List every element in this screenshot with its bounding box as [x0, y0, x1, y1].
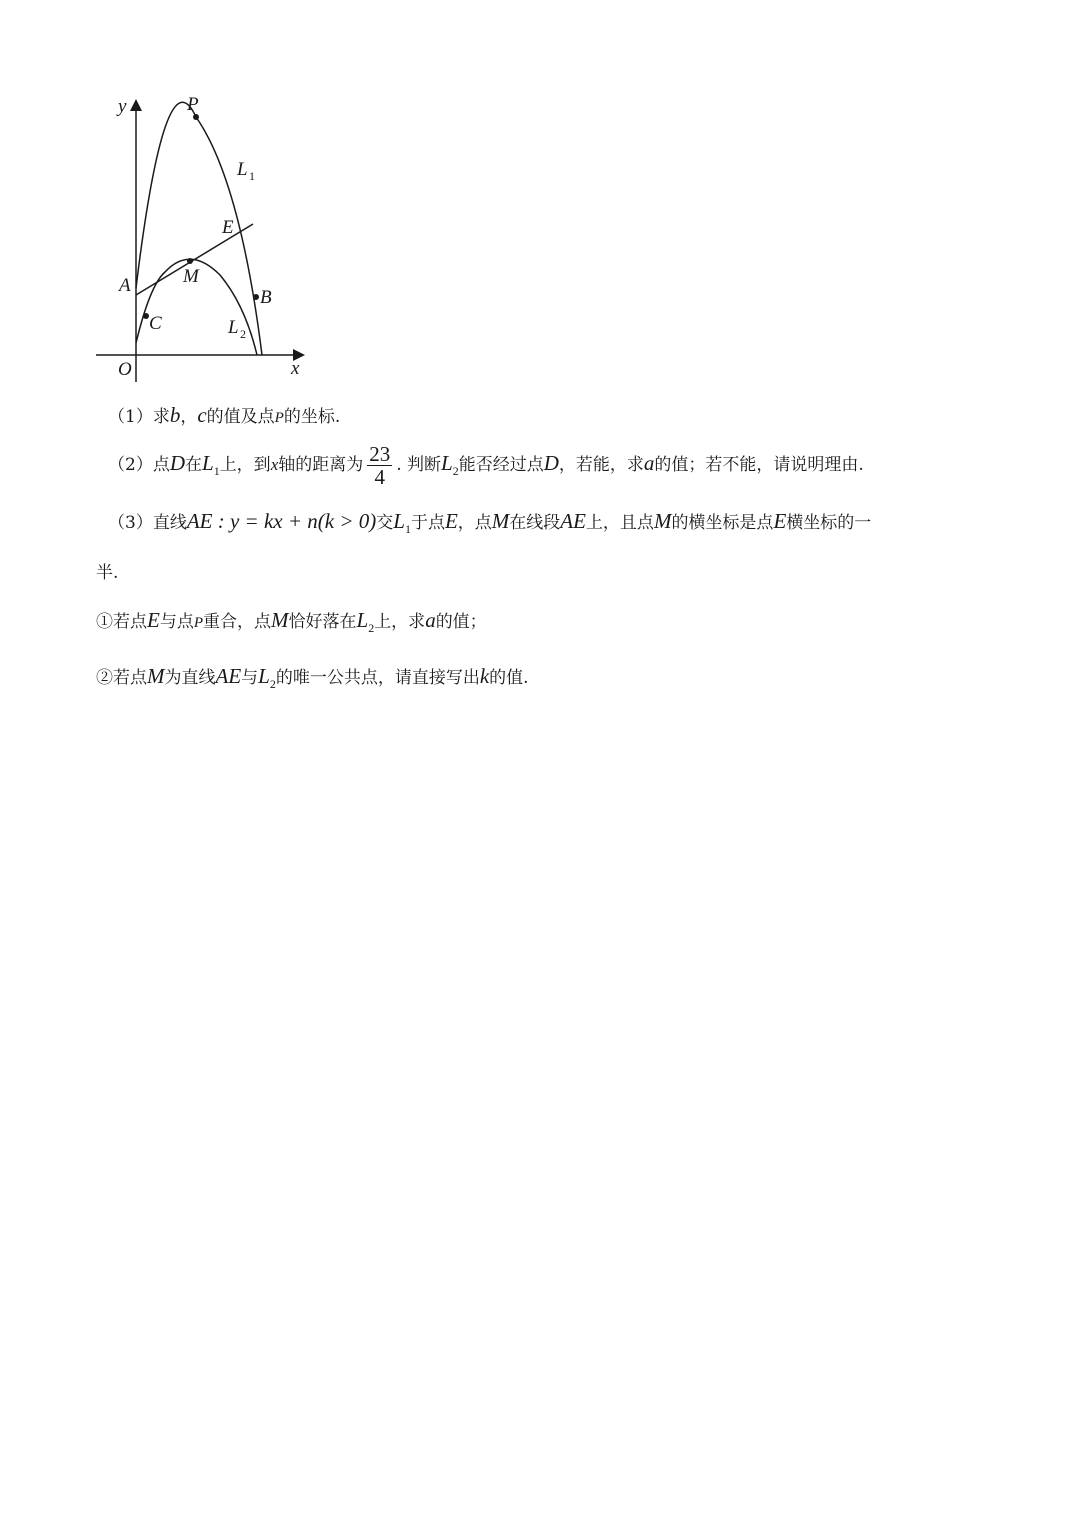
sub2-L2-sub: 2	[269, 677, 276, 691]
q3-E: E	[444, 509, 458, 533]
question-1	[108, 403, 1008, 430]
sub1-text-4: 上，求	[374, 612, 426, 632]
sub2-text-2: 与	[241, 668, 259, 688]
q2-frac-num: 23	[369, 442, 391, 466]
q3-text-1: 交	[376, 513, 394, 533]
q3-text-6: 的横坐标是点	[671, 513, 774, 533]
q1-sep: ，	[180, 407, 198, 427]
label-L1-sub: 1	[249, 169, 255, 183]
q2-L1: L	[202, 451, 214, 475]
sub1-text-5: 的值；	[435, 612, 487, 632]
label-P: P	[187, 94, 199, 115]
q2-text-7: 的值；若不能，请说明理由.	[654, 455, 864, 475]
label-A: A	[119, 275, 131, 296]
q2-fraction	[367, 443, 392, 488]
sub2-k: k	[479, 664, 490, 688]
q3-equation: AE : y = kx + n(k > 0)	[186, 509, 377, 533]
q1-prefix: （1）求	[108, 407, 170, 427]
question-3-continuation	[96, 561, 996, 585]
q3-text-4: 在线段	[509, 513, 561, 533]
q2-x: x	[270, 455, 279, 474]
q2-prefix: （2）点	[108, 455, 170, 475]
sub1-L2-sub: 2	[368, 621, 375, 635]
label-C: C	[149, 313, 162, 334]
point-M	[187, 258, 193, 264]
sub2-AE: AE	[215, 664, 242, 688]
label-L1: L	[237, 159, 248, 180]
sub2-text-1: 为直线	[164, 668, 216, 688]
q3-AE: AE	[560, 509, 586, 533]
sub2-L2: L	[258, 664, 270, 688]
q2-L2: L	[441, 451, 453, 475]
q3-cont: 半.	[96, 563, 119, 583]
label-origin: O	[118, 359, 132, 380]
sub1-text-1: 与点	[159, 612, 194, 632]
question-2	[108, 438, 1008, 496]
q3-text-5: 上，且点	[585, 513, 654, 533]
q1-b: b	[169, 403, 181, 427]
q2-frac-den: 4	[374, 465, 385, 489]
q3-M: M	[491, 509, 510, 533]
sub2-text-4: 的值.	[489, 668, 529, 688]
label-L2-sub: 2	[240, 327, 246, 341]
q1-text: 的值及点	[206, 407, 275, 427]
q2-text-3: 轴的距离为	[278, 455, 364, 475]
sub2-text-3: 的唯一公共点，请直接写出	[275, 668, 480, 688]
q3-prefix: （3）直线	[108, 513, 187, 533]
q3-L1: L	[393, 509, 405, 533]
label-y: y	[118, 96, 127, 117]
subquestion-1	[96, 608, 487, 640]
parabola-figure	[90, 90, 320, 390]
q2-L2-sub: 2	[452, 464, 459, 478]
sub1-a: a	[425, 608, 436, 632]
sub1-text-2: 重合，点	[203, 612, 271, 632]
q1-P: P	[274, 410, 284, 426]
q3-M2: M	[653, 509, 672, 533]
point-B	[253, 294, 259, 300]
q2-text-4: . 判断	[396, 455, 442, 475]
sub2-prefix: ②若点	[96, 668, 147, 688]
sub1-text-3: 恰好落在	[288, 612, 357, 632]
q2-a: a	[643, 451, 655, 475]
label-L2: L	[228, 317, 239, 338]
sub1-M: M	[271, 608, 289, 632]
sub1-P: P	[193, 615, 203, 631]
q3-text-3: ，点	[457, 513, 492, 533]
q3-L1-sub: 1	[404, 522, 411, 536]
label-B: B	[260, 287, 272, 308]
question-3	[108, 509, 1008, 541]
sub2-M: M	[147, 664, 165, 688]
sub1-prefix: ①若点	[96, 612, 147, 632]
q3-E2: E	[773, 509, 787, 533]
q2-D2: D	[543, 451, 559, 475]
q1-c: c	[197, 403, 207, 427]
subquestion-2	[96, 664, 529, 696]
q2-text-6: ，若能，求	[558, 455, 644, 475]
sub1-L2: L	[356, 608, 369, 632]
sub1-E: E	[147, 608, 160, 632]
q2-D: D	[169, 451, 185, 475]
q2-L1-sub: 1	[213, 464, 220, 478]
q2-text-5: 能否经过点	[458, 455, 544, 475]
q2-text-1: 在	[185, 455, 202, 475]
q1-end: 的坐标.	[283, 407, 341, 427]
q3-text-2: 于点	[410, 513, 445, 533]
q2-text-2: 上，到	[219, 455, 271, 475]
label-x: x	[291, 358, 300, 379]
label-E: E	[222, 217, 234, 238]
label-M: M	[183, 266, 199, 287]
q3-text-7: 横坐标的一	[786, 513, 872, 533]
